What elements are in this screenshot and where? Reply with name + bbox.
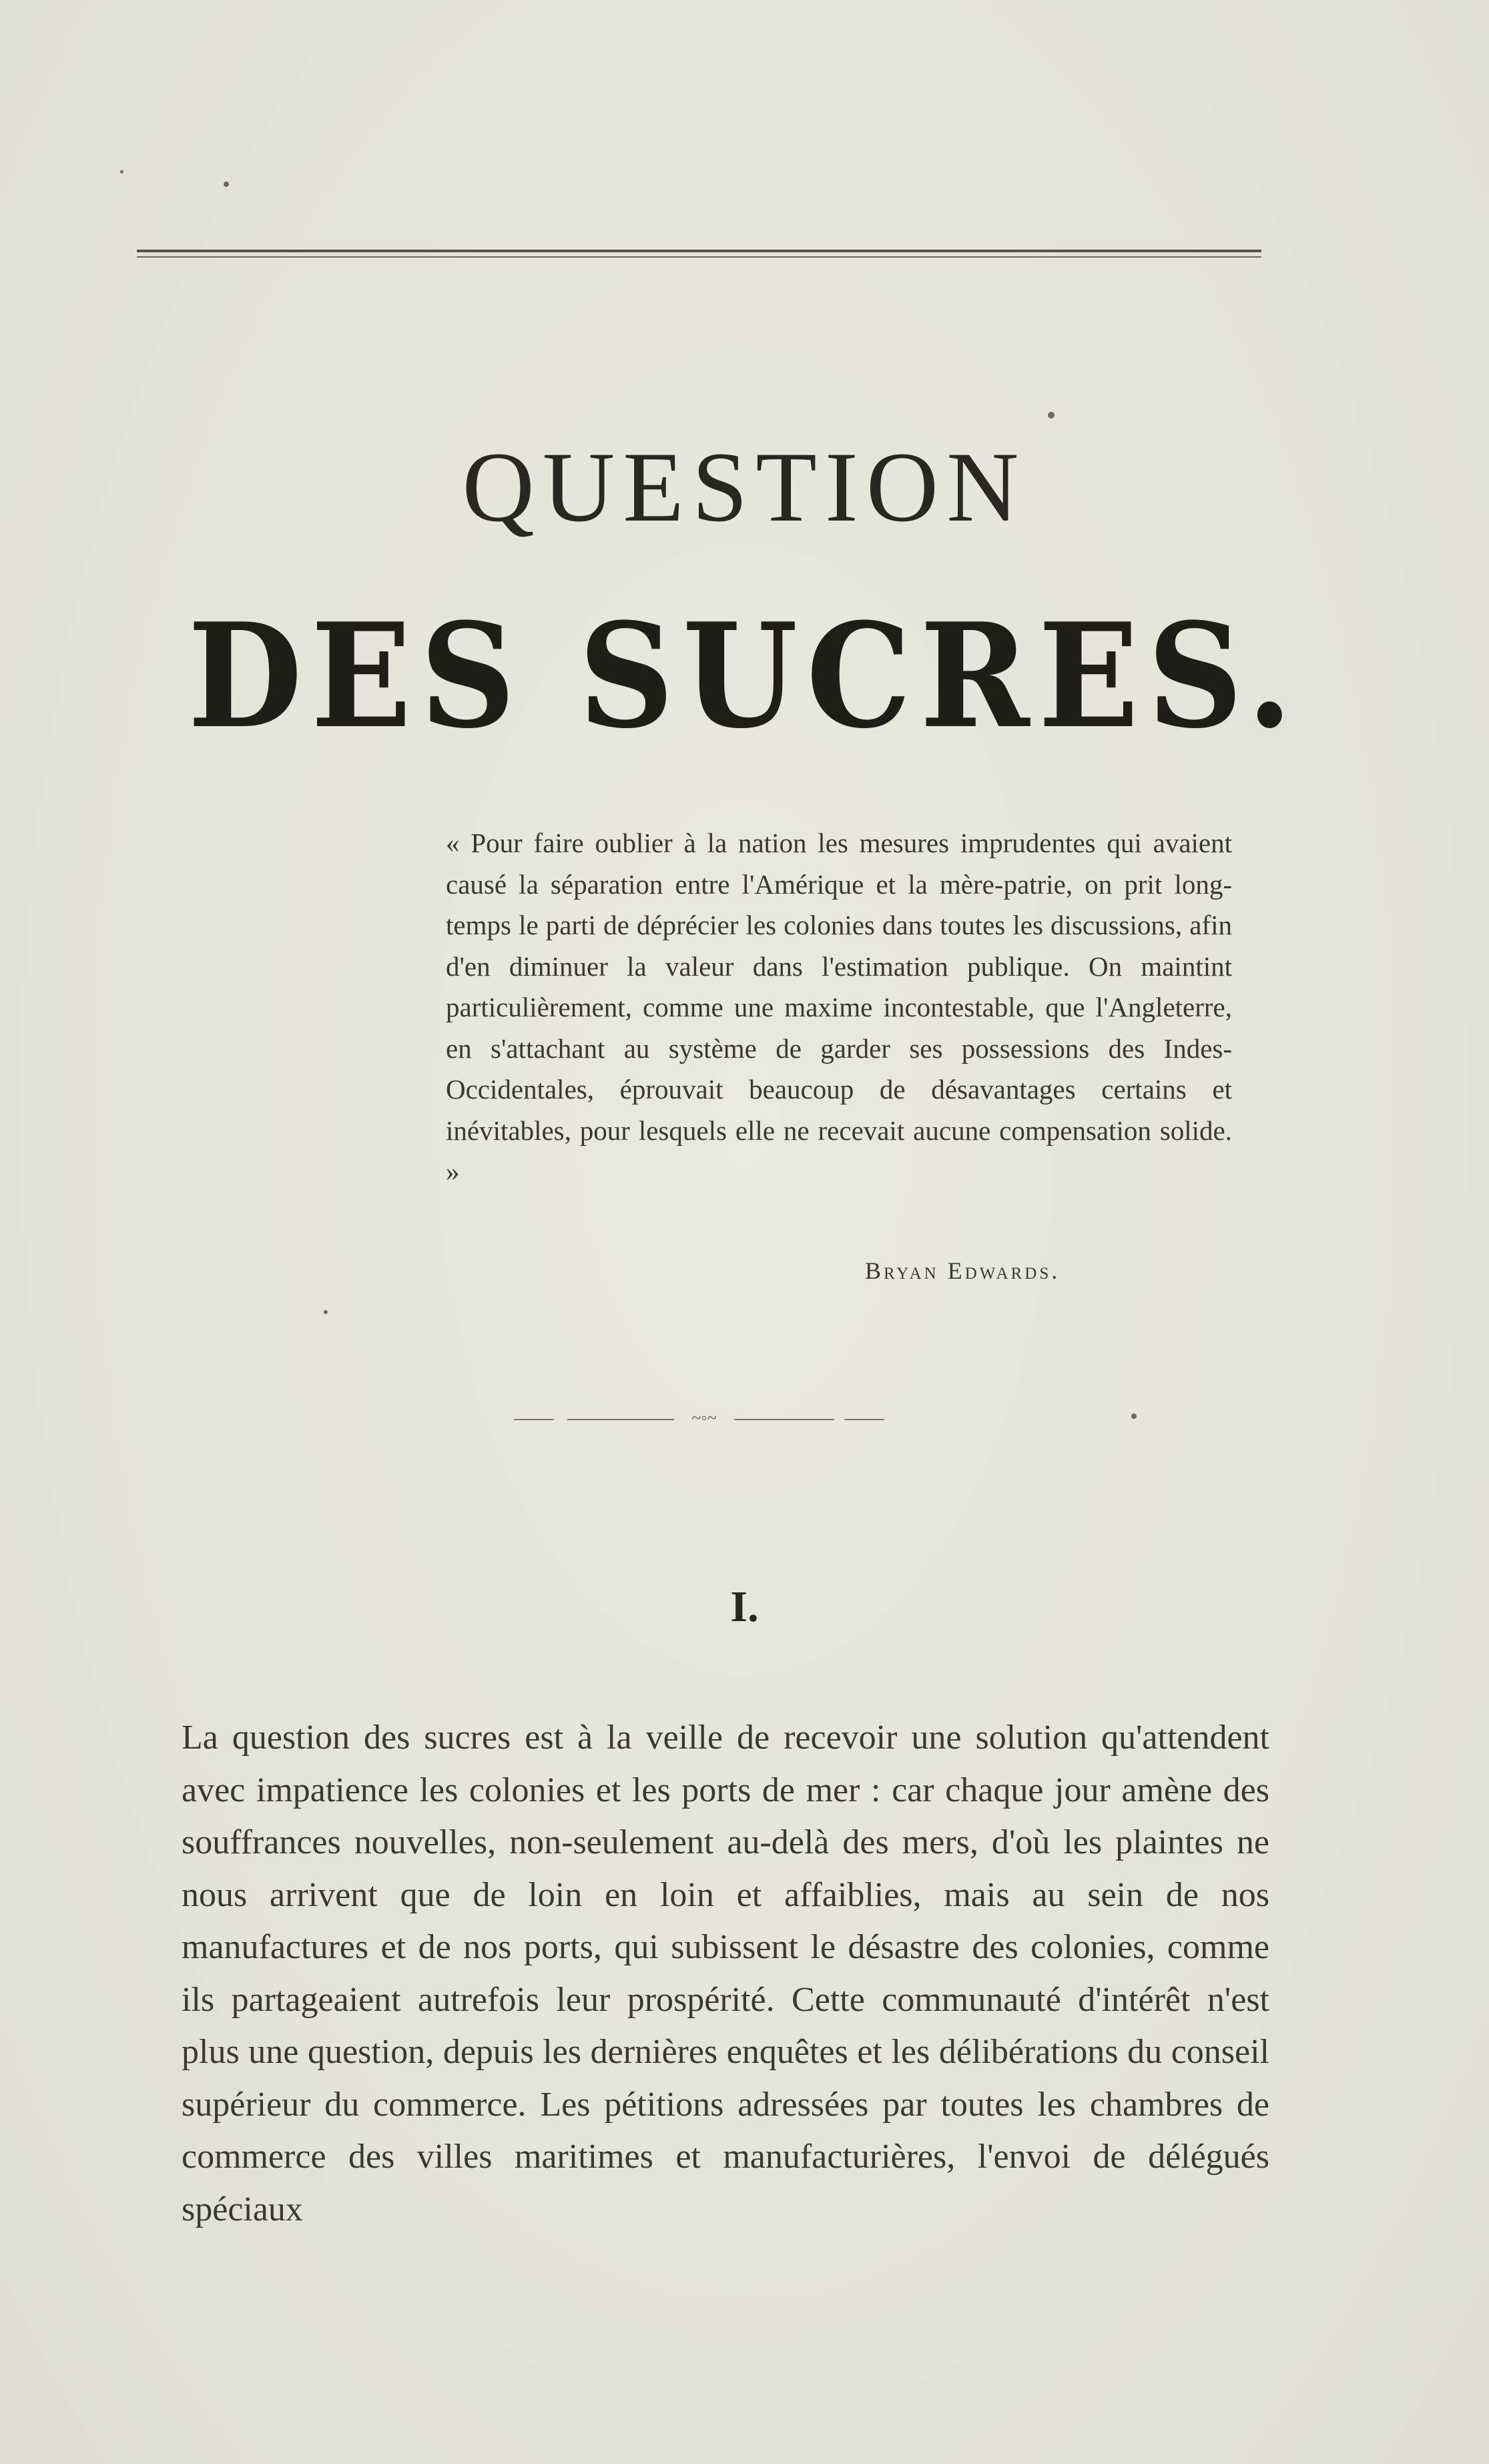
epigraph-quote [446,823,1232,1193]
ornament-dash [734,1419,834,1420]
title-line-1: QUESTION [462,432,1027,543]
title-line-2: DES SUCRES. [188,591,1301,760]
epigraph-text: « Pour faire oublier à la nation les mesures imprudentes qui avaient causé la séparation entre l'Amérique et la mère-patrie, on prit long-temps le parti de déprécier les colonies dans toutes les discussions, afin d'en diminuer la valeur dans l'estimation publique. On maintint particulièrement, comme une maxime incontestable, que l'Angleterre, en s'attachant au système de garder ses possessions des Indes-Occidentales, éprouvait beaucoup de désavantages certains et inévitables, pour lesquels elle ne recevait aucune compensation solide. » [446,828,1232,1187]
ornament-dash [514,1419,554,1420]
epigraph-attribution: Bryan Edwards. [865,1257,1061,1284]
ornament-dash [844,1419,884,1420]
body-text: La question des sucres est à la veille de recevoir une solution qu'attendent avec impatience les colonies et les ports de mer : car chaque jour amène des souffrances nouvelles, non-seulement au-delà des mers, d'où les plaintes ne nous arrivent que de loin en loin et affaiblies, mais au sein de nos manufactures et de nos ports, qui subissent le désastre des colonies, comme ils partageaient autrefois leur prospérité. Cette communauté d'intérêt n'est plus une question, depuis les dernières enquêtes et les délibérations du conseil supérieur du commerce. Les pétitions adressées par toutes les chambres de commerce des villes maritimes et manufacturières, l'envoi de délégués spéciaux [182,1719,1269,2228]
section-ornament [514,1408,894,1428]
paper-speck [120,170,123,174]
rule-thick [137,250,1261,252]
section-number: I. [730,1582,759,1631]
paper-speck [324,1310,328,1314]
top-double-rule [137,248,1261,260]
ornament-dash [567,1419,674,1420]
body-paragraph [182,1712,1269,2236]
rule-thin [137,256,1261,258]
paper-speck [224,182,229,187]
paper-speck [1131,1414,1137,1419]
ornament-center: ~◦~ [691,1408,717,1428]
paper-speck [1048,412,1055,418]
